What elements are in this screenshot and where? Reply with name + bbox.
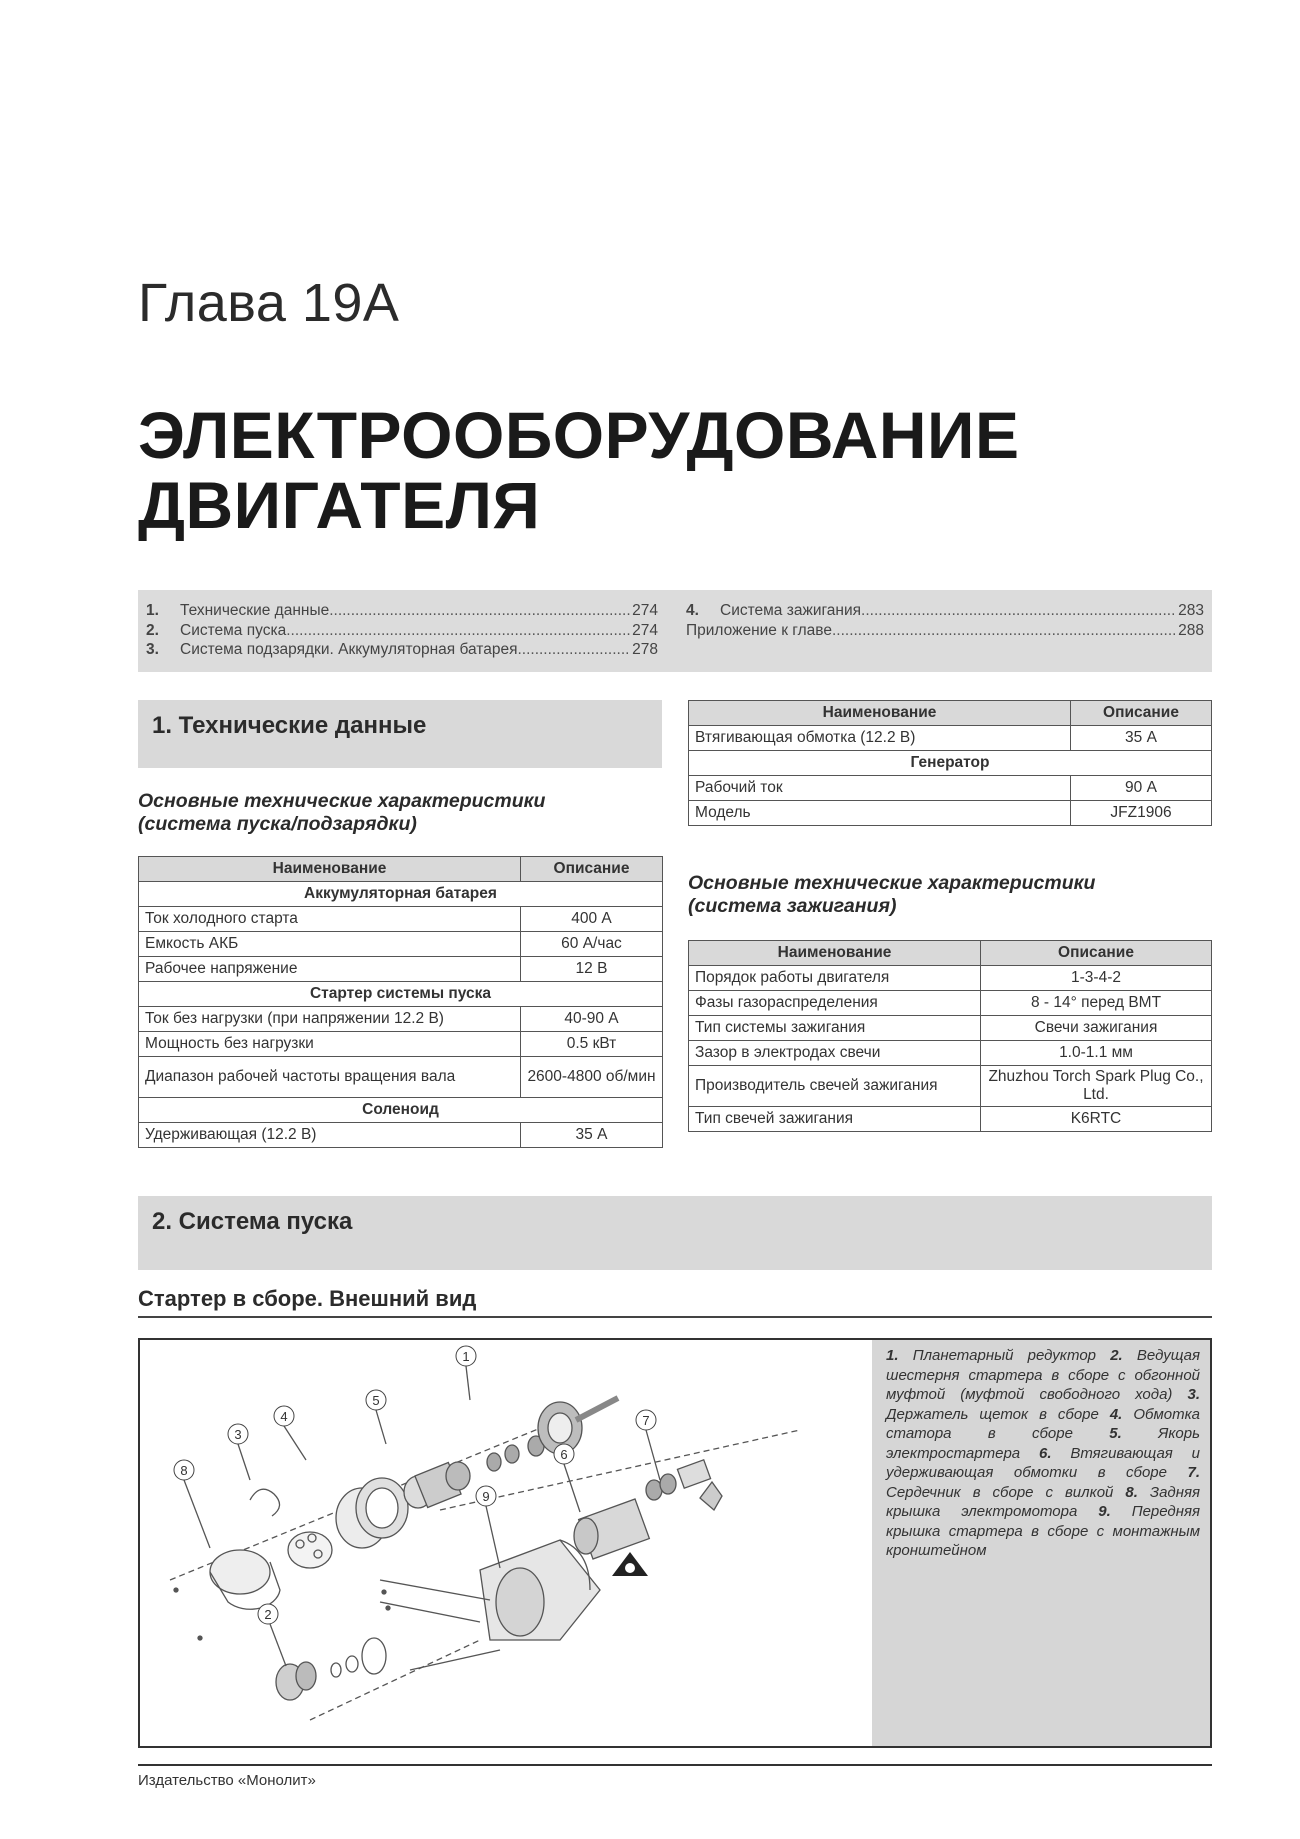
table-row [689,726,1212,751]
callout-label: 2 [264,1607,272,1622]
table-row [139,907,663,932]
callout-5 [366,1390,386,1410]
toc-leader [517,641,630,661]
table-row [689,1016,1212,1041]
legend-item: 3. Держатель щеток в сборе [886,1386,1200,1423]
group-label: Аккумуляторная батарея [139,882,663,907]
section-1-title: 1. Технические данные [152,712,427,739]
toc-entry[interactable] [146,641,658,661]
spec-name: Тип свечей зажигания [689,1107,981,1132]
subhead-line: Основные технические характеристики [688,872,1096,894]
spec-value: 12 В [521,957,663,982]
spec-value: Свечи зажигания [981,1016,1212,1041]
legend-item: 9. Передняя крышка стартера в сборе с монтажным кронштейном [886,1503,1201,1559]
spec-name: Диапазон рабочей частоты вращения вала [139,1057,521,1098]
callout-9 [476,1486,496,1506]
spec-name: Ток без нагрузки (при напряжении 12.2 В) [139,1007,521,1032]
column-header: Описание [1071,701,1212,726]
toc-page: 283 [1178,602,1204,619]
callout-label: 6 [560,1447,568,1462]
callout-6 [554,1444,574,1464]
toc-page: 274 [632,621,658,639]
table-header-row [689,701,1212,726]
publisher-footer: Издательство «Монолит» [138,1772,316,1789]
toc-text: Система подзарядки. Аккумуляторная батарея [180,641,518,658]
subhead-ignition [688,872,1095,918]
table-row [139,1032,663,1057]
table-row [139,932,663,957]
callout-7 [636,1410,656,1430]
toc-number: 1. [146,602,159,619]
column-header: Наименование [689,941,981,966]
spec-name: Рабочее напряжение [139,957,521,982]
spec-value: 35 А [521,1123,663,1148]
table-header-row [689,941,1212,966]
callout-4 [274,1406,294,1426]
chapter-title-line-2: ДВИГАТЕЛЯ [138,468,541,542]
toc-text: Технические данные [180,602,330,619]
spec-value: 1.0-1.1 мм [981,1041,1212,1066]
subhead-start-charge [138,790,545,836]
legend-item: 5. Якорь электростартера [886,1425,1201,1462]
legend-item: 7. Сердечник в сборе с вилкой [886,1464,1200,1501]
spec-name: Зазор в электродах свечи [689,1041,981,1066]
figure-legend [872,1340,1210,1746]
spec-value: 35 А [1071,726,1212,751]
subhead-line: Основные технические характеристики [138,790,546,812]
spec-value: 0.5 кВт [521,1032,663,1057]
spec-value: 400 А [521,907,663,932]
toc-text: Система пуска [180,621,287,639]
column-header: Описание [981,941,1212,966]
callout-label: 9 [482,1489,490,1504]
spec-name: Фазы газораспределения [689,991,981,1016]
table-group-row [139,882,663,907]
spec-name: Емкость АКБ [139,932,521,957]
table-row [139,957,663,982]
toc-number: 4. [686,602,699,619]
column-header: Описание [521,857,663,882]
callout-8 [174,1460,194,1480]
table-row [139,1057,663,1098]
table-group-row [689,751,1212,776]
callout-1 [456,1346,476,1366]
starter-exploded-view [140,1340,874,1746]
chapter-title-line-1: ЭЛЕКТРООБОРУДОВАНИЕ [138,398,1020,472]
toc-page: 288 [1178,621,1204,639]
section-2-title: 2. Система пуска [152,1208,353,1235]
callout-label: 8 [180,1463,188,1478]
column-header: Наименование [139,857,521,882]
toc-leader [861,602,1176,622]
table-row [689,1066,1212,1107]
spec-value: 40-90 А [521,1007,663,1032]
toc-number: 2. [146,621,159,639]
spec-name: Мощность без нагрузки [139,1032,521,1057]
section-1-header [138,700,662,768]
table-header-row [139,857,663,882]
spec-value: 8 - 14° перед ВМТ [981,991,1212,1016]
spec-value: 2600-4800 об/мин [521,1057,663,1098]
spec-name: Рабочий ток [689,776,1071,801]
table-row [139,1123,663,1148]
toc-left-column [146,602,658,661]
group-label: Соленоид [139,1098,663,1123]
spec-name: Производитель свечей зажигания [689,1066,981,1107]
table-row [689,1107,1212,1132]
legend-item: 6. Втягивающая и удерживающая обмотки в сборе [886,1444,1200,1481]
spec-value: JFZ1906 [1071,801,1212,826]
table-row [689,801,1212,826]
spec-value: 90 А [1071,776,1212,801]
chapter-title [138,400,1020,540]
publisher-logo [612,1552,648,1576]
spec-value: 60 А/час [521,932,663,957]
toc-leader [832,622,1176,642]
legend-item: 2. Ведущая шестерня стартера в сборе с обгонной муфтой (муфтой свободного хода) [886,1347,1201,1403]
column-header: Наименование [689,701,1071,726]
spec-name: Втягивающая обмотка (12.2 В) [689,726,1071,751]
callout-label: 4 [280,1409,288,1424]
spec-name: Порядок работы двигателя [689,966,981,991]
toc-entry[interactable] [686,602,1204,622]
toc-text: Приложение к главе [686,621,832,639]
callout-label: 3 [234,1427,242,1442]
toc-leader [286,622,630,642]
section-2-header [138,1196,1212,1270]
toc-entry[interactable] [686,622,1204,642]
table-row [689,966,1212,991]
table-row [689,991,1212,1016]
table-row [689,776,1212,801]
table-group-row [139,1098,663,1123]
toc-entry[interactable] [146,622,658,642]
spec-table-solenoid-generator [688,700,1212,826]
spec-name: Модель [689,801,1071,826]
table-row [139,1007,663,1032]
subhead-line: (система зажигания) [688,895,897,917]
callout-label: 1 [462,1349,470,1364]
table-row [689,1041,1212,1066]
figure-title: Стартер в сборе. Внешний вид [138,1286,477,1311]
toc-entry[interactable] [146,602,658,622]
subhead-line: (система пуска/подзарядки) [138,813,417,835]
callout-label: 5 [372,1393,380,1408]
toc-text: Система зажигания [720,602,862,619]
toc-right-column [686,602,1204,641]
callout-2 [258,1604,278,1624]
footer-rule [138,1764,1212,1766]
spec-value: 1-3-4-2 [981,966,1212,991]
toc-page: 274 [632,602,658,619]
spec-table-start-charge [138,856,663,1148]
legend-item: 1. Планетарный редуктор [886,1347,1097,1364]
spec-table-ignition [688,940,1212,1132]
legend-item: 4. Обмотка статора в сборе [886,1405,1200,1442]
group-label: Генератор [689,751,1212,776]
chapter-heading: Глава 19А [138,273,400,333]
toc-number: 3. [146,641,159,658]
spec-name: Удерживающая (12.2 В) [139,1123,521,1148]
toc-page: 278 [632,641,658,658]
group-label: Стартер системы пуска [139,982,663,1007]
callout-label: 7 [642,1413,650,1428]
callout-3 [228,1424,248,1444]
spec-name: Ток холодного старта [139,907,521,932]
table-group-row [139,982,663,1007]
legend-item: 8. Задняя крышка электромотора [886,1483,1200,1520]
figure-title-rule [138,1316,1212,1318]
toc-leader [329,602,630,622]
spec-name: Тип системы зажигания [689,1016,981,1041]
spec-value: Zhuzhou Torch Spark Plug Co., Ltd. [981,1066,1212,1107]
table-of-contents [138,590,1212,672]
spec-value: K6RTC [981,1107,1212,1132]
